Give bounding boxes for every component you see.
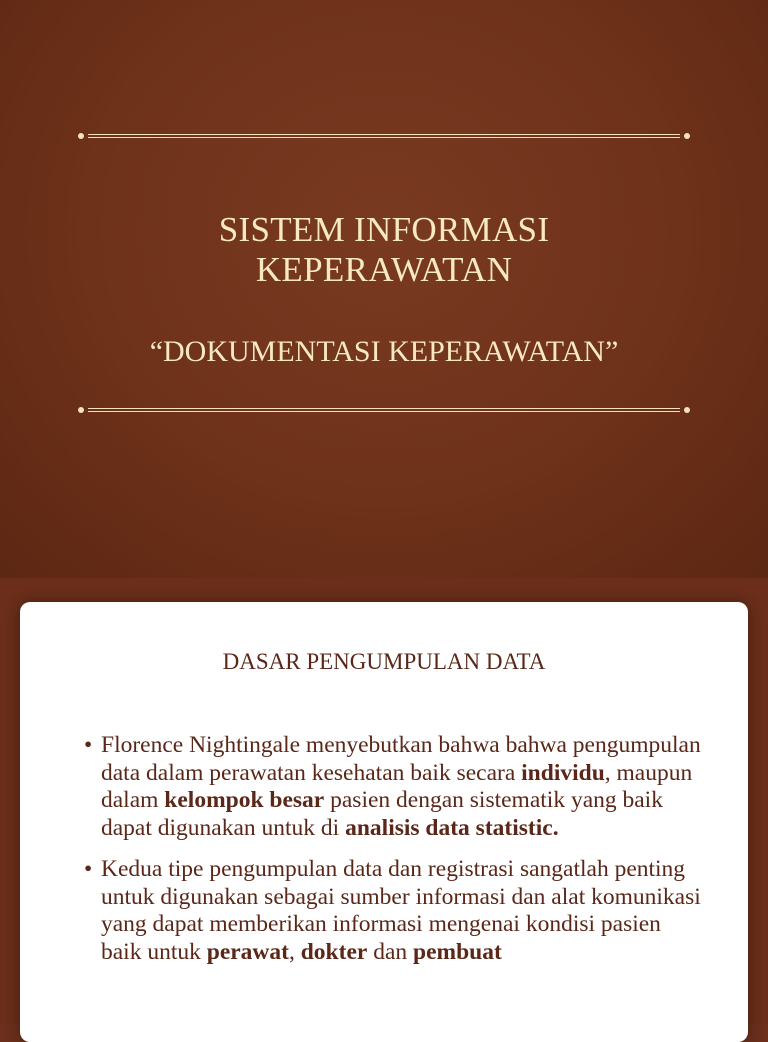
bullet-text: pasien dengan sistematik yang baik dapat digunakan untuk di [101,787,663,841]
bullet-emphasis: individu [521,759,605,786]
ornament-line [88,411,680,412]
bullet-emphasis: pembuat [413,938,502,965]
bullet-text: , maupun dalam [101,759,693,813]
bullet-emphasis: analisis data statistic. [345,814,559,841]
ornament-dot [78,407,84,413]
slide-title [0,210,768,290]
bullet-text: Kedua tipe pengumpulan data dan registrasi sangatlah penting untuk digunakan sebagai sumber informasi dan alat komunikasi yang dapat memberikan informasi mengenai kondisi pasien baik untuk [101,856,701,965]
ornament-dot [78,133,84,139]
ornament-line [88,134,680,135]
slide-title-line2: KEPERAWATAN [255,250,513,289]
ornament-line [88,408,680,409]
bullet-item-2 [84,856,704,966]
bullet-emphasis: kelompok besar [164,787,325,813]
bullet-text: dan [367,938,413,965]
bullet-list [84,732,704,980]
content-slide [20,602,748,1042]
bottom-ornament-rule [78,406,690,414]
content-slide-title: DASAR PENGUMPULAN DATA [222,649,546,674]
ornament-dot [684,133,690,139]
ornament-dot [684,407,690,413]
top-ornament-rule [78,132,690,140]
slide-subtitle: “DOKUMENTASI KEPERAWATAN” [149,335,619,368]
bullet-emphasis: dokter [300,938,368,965]
bullet-marker: • [84,732,93,758]
ornament-line [88,137,680,138]
bullet-emphasis: perawat [206,938,289,965]
bullet-text: , [288,938,301,965]
bullet-text: Florence Nightingale menyebutkan bahwa bahwa pengumpulan data dalam perawatan kesehatan baik secara [101,732,701,786]
slide-title-line1: SISTEM INFORMASI [218,210,550,249]
bullet-marker: • [84,856,93,882]
bullet-item-1 [84,732,704,842]
